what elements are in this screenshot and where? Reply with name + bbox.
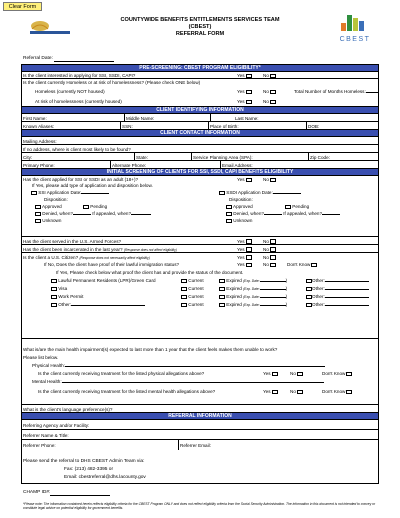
other-label: Other: — [312, 302, 325, 307]
ssi-disposition-label: Disposition: — [44, 197, 68, 202]
row-citizen: Is the client a U.S. Citizen? (Response does not necessarily affect eligibility) Yes No If No, Does the client have proof of their lawful immigration status? Yes No Don't Know If Yes, Please check below what proof the client has and provide the status of the document. Lawful Permanent Residents (LPR)/Green Card Visa Work Permit Other: Current Current Current Current Expired (Exp. Date: ) Expired (Exp. Date: ) Expired (Exp. Date: ) Expired (Exp. Date: ) Other: Other: Other: Other: — [22, 253, 378, 339]
current-checkbox[interactable] — [181, 279, 187, 284]
middle-name-field[interactable]: Middle Name: — [126, 115, 155, 121]
mental-yes-checkbox[interactable] — [272, 390, 278, 395]
exp-date-field[interactable] — [260, 286, 286, 290]
section-contact: CLIENT CONTACT INFORMATION — [22, 130, 378, 137]
ssi-pending-checkbox[interactable] — [83, 205, 89, 210]
armed-no-checkbox[interactable] — [270, 239, 276, 244]
citizen-note: (Response does not necessarily affect eligibility) — [79, 255, 150, 260]
ssi-checkbox[interactable] — [31, 191, 37, 196]
approved-label: Approved — [42, 204, 62, 209]
referring-agency-field[interactable]: Referring Agency and/or Facility: — [23, 422, 90, 428]
incarc-yes-checkbox[interactable] — [246, 247, 252, 252]
q-interested: Is the client interested in applying for SSI, SSDI, CAPI? — [23, 73, 136, 78]
row-incarcerated — [22, 245, 378, 253]
language-field[interactable]: What is the client's language preference(s)? — [23, 406, 113, 412]
ssdi-app-label: SSDI Application Date: — [226, 190, 273, 195]
referral-date-label: Referral Date: — [23, 56, 53, 61]
denied-label: Denied, when? — [233, 211, 264, 216]
at-risk-yes-checkbox[interactable] — [246, 100, 252, 105]
champ-id — [23, 490, 110, 496]
row-agency — [22, 420, 378, 430]
q-proof: If No, Does the client have proof of their lawful immigration status? — [44, 262, 180, 267]
ssi-appealed-date[interactable] — [131, 211, 151, 215]
no-address-field[interactable]: If no address, where is client most likely to be found? — [23, 146, 131, 152]
q1-yes-checkbox[interactable] — [246, 74, 252, 79]
la-county-logo — [28, 19, 74, 37]
ssi-denied-date[interactable] — [73, 211, 91, 215]
row-referrer-name — [22, 430, 378, 440]
q-citizen: Is the client a U.S. Citizen? — [23, 254, 79, 260]
referral-date — [23, 56, 114, 62]
other-field[interactable] — [325, 302, 369, 306]
dob-field[interactable]: DOB: — [308, 123, 320, 129]
current-label: Current — [188, 294, 204, 299]
yes-label: Yes — [263, 371, 271, 376]
no-label: No — [263, 254, 269, 260]
no-label: No — [263, 73, 269, 78]
header-line-2: (CBEST) — [188, 24, 212, 30]
ssdi-denied-checkbox[interactable] — [226, 212, 232, 217]
doc-checkbox[interactable] — [51, 295, 57, 300]
pending-label: Pending — [90, 204, 108, 209]
expired-label: Expired — [226, 278, 242, 283]
no-label: No — [263, 99, 269, 104]
q-homeless: Is the client currently Homeless or at risk of homelessness? (Please check ONE below) — [23, 80, 201, 85]
physical-health-label: Physical Health: — [32, 363, 65, 368]
ssi-approved-checkbox[interactable] — [35, 205, 41, 210]
ssi-denied-checkbox[interactable] — [35, 212, 41, 217]
section-initial-screening: INITIAL SCREENING OF CLIENTS FOR SSI, SSDI, CAPI BENEFITS ELIGIBILITY — [22, 169, 378, 176]
header-line-3: REFERRAL FORM — [175, 31, 225, 37]
yes-label: Yes — [237, 73, 245, 78]
yes-label: Yes — [237, 262, 245, 267]
mailing-address-field[interactable]: Mailing Address: — [23, 138, 57, 144]
months-homeless-label: Total Number of Months Homeless: — [294, 89, 366, 94]
spa-field[interactable]: Service Planning Area (SPA): — [193, 154, 253, 160]
referrer-phone-field[interactable]: Referrer Phone: — [23, 442, 56, 448]
row-language — [22, 405, 378, 413]
proof-yes-checkbox[interactable] — [246, 263, 252, 268]
cbest-logo-text: CBEST — [339, 36, 371, 43]
homeless-option: Homeless (currently NOT housed) — [35, 89, 105, 94]
yes-label: Yes — [237, 246, 245, 252]
q-health-impairment: What is/are the main health impairment(s) expected to last more than 1 year that the client feels makes them unable to work? — [23, 347, 278, 352]
referral-form — [21, 64, 379, 484]
q-armed-forces: Has the client served in the U.S. Armed Forces? — [23, 238, 122, 244]
proof-dont-know-checkbox[interactable] — [311, 263, 317, 268]
row-no-address — [22, 145, 378, 153]
appealed-label: If appealed, when? — [283, 211, 323, 216]
no-label: No — [263, 238, 269, 244]
doc-checkbox[interactable] — [51, 287, 57, 292]
citizen-yes-checkbox[interactable] — [246, 255, 252, 260]
ssi-unknown-checkbox[interactable] — [35, 219, 41, 224]
q-physical-treatment: Is the client currently receiving treatment for the listed physical allegations above? — [38, 371, 205, 376]
city-field[interactable]: City: — [23, 154, 33, 160]
approved-label: Approved — [233, 204, 253, 209]
send-fax: Fax: (213) 482-3395 or — [64, 467, 114, 472]
q-applied: Has the client applied for SSI or SSDI as an adult (18+)? — [23, 177, 139, 182]
doc-label: Lawful Permanent Residents (LPR)/Green Card — [58, 278, 156, 283]
other-label: Other: — [312, 294, 325, 299]
send-instructions: Please send the referral to DHS CBEST Admin Team via: — [23, 459, 145, 464]
unknown-label: Unknown — [42, 218, 62, 223]
homeless-no-checkbox[interactable] — [270, 90, 276, 95]
phys-no-checkbox[interactable] — [297, 372, 303, 377]
no-label: No — [290, 371, 296, 376]
unknown-label: Unknown — [233, 218, 253, 223]
exp-date-field[interactable] — [260, 294, 286, 298]
state-field[interactable]: State: — [136, 154, 149, 160]
ssdi-approved-checkbox[interactable] — [226, 205, 232, 210]
at-risk-option: At risk of homelessness (currently housed) — [35, 99, 122, 104]
ssdi-unknown-checkbox[interactable] — [226, 219, 232, 224]
dont-know-label: Don't Know — [287, 262, 311, 267]
ssi-app-label: SSI Application Date: — [38, 190, 82, 195]
months-homeless-field[interactable] — [366, 89, 379, 93]
clear-form-button[interactable]: Clear Form — [3, 2, 42, 11]
proof-no-checkbox[interactable] — [270, 263, 276, 268]
no-label: No — [263, 262, 269, 267]
expired-label: Expired — [226, 302, 242, 307]
row-applied — [22, 176, 378, 237]
if-yes-note: If Yes, please add type of application and disposition below. — [32, 183, 153, 188]
phys-yes-checkbox[interactable] — [272, 372, 278, 377]
q1-no-checkbox[interactable] — [270, 74, 276, 79]
expired-checkbox[interactable] — [219, 303, 225, 308]
homeless-yes-checkbox[interactable] — [246, 90, 252, 95]
applied-yes-checkbox[interactable] — [246, 178, 252, 183]
doc-checkbox[interactable] — [51, 303, 57, 308]
row-health — [22, 339, 378, 405]
q-incarcerated: Has the client been incarcerated in the last year? — [23, 246, 123, 252]
yes-label: Yes — [237, 177, 245, 182]
expired-checkbox[interactable] — [219, 295, 225, 300]
expired-checkbox[interactable] — [219, 287, 225, 292]
row-referrer-phone — [22, 440, 378, 450]
section-referral: REFERRAL INFORMATION — [22, 413, 378, 420]
no-label: No — [263, 89, 269, 94]
exp-date-label: (Exp. Date: — [243, 279, 260, 283]
doc-label: Other: — [58, 302, 72, 307]
ssdi-checkbox[interactable] — [219, 191, 225, 196]
zip-field[interactable]: Zip Code: — [310, 154, 330, 160]
aliases-field[interactable]: Known Aliases: — [23, 123, 55, 129]
current-checkbox[interactable] — [181, 287, 187, 292]
row-phone — [22, 161, 378, 169]
row-names — [22, 114, 378, 122]
ssdi-disposition-label: Disposition: — [229, 197, 253, 202]
row-q2 — [22, 79, 378, 107]
referrer-name-field[interactable]: Referrer Name & Title: — [23, 432, 69, 438]
dont-know-label: Don't Know — [322, 371, 346, 376]
yes-label: Yes — [263, 389, 271, 394]
ssi-date-field[interactable] — [81, 190, 109, 194]
exp-date-label: (Exp. Date: — [243, 303, 260, 307]
please-list-label: Please list below. — [23, 355, 59, 360]
denied-label: Denied, when? — [42, 211, 73, 216]
current-checkbox[interactable] — [181, 303, 187, 308]
ssdi-appealed-date[interactable] — [322, 211, 340, 215]
no-label: No — [263, 177, 269, 182]
ssdi-date-field[interactable] — [273, 190, 301, 194]
current-checkbox[interactable] — [181, 295, 187, 300]
incarc-no-checkbox[interactable] — [270, 247, 276, 252]
applied-no-checkbox[interactable] — [270, 178, 276, 183]
other-label: Other: — [312, 278, 325, 283]
ssdi-denied-date[interactable] — [264, 211, 282, 215]
expired-label: Expired — [226, 286, 242, 291]
armed-yes-checkbox[interactable] — [246, 239, 252, 244]
doc-label: Work Permit — [58, 294, 84, 299]
send-email[interactable]: Email: cbestreferral@dhs.lacounty.gov — [64, 475, 146, 480]
doc-checkbox[interactable] — [51, 279, 57, 284]
section-prescreen: PRE-SCREENING: CBEST PROGRAM ELIGIBILITY* — [22, 65, 378, 72]
mental-no-checkbox[interactable] — [297, 390, 303, 395]
ssn-field[interactable]: SSN: — [122, 123, 133, 129]
pending-label: Pending — [292, 204, 310, 209]
yes-label: Yes — [237, 238, 245, 244]
exp-date-label: (Exp. Date: — [243, 295, 260, 299]
referrer-email-field[interactable]: Referrer Email: — [180, 442, 211, 448]
section-client-id: CLIENT IDENTIFYING INFORMATION — [22, 107, 378, 114]
no-label: No — [290, 389, 296, 394]
header-line-1: COUNTYWIDE BENEFITS ENTITLEMENTS SERVICES TEAM — [120, 17, 280, 23]
referral-date-field[interactable] — [54, 57, 114, 62]
ssdi-pending-checkbox[interactable] — [285, 205, 291, 210]
mental-health-label: Mental Health: — [32, 379, 62, 384]
mental-health-field[interactable] — [62, 379, 324, 383]
row-aliases — [22, 122, 378, 130]
other-label: Other: — [312, 286, 325, 291]
yes-label: Yes — [237, 89, 245, 94]
appealed-label: If appealed, when? — [92, 211, 132, 216]
row-city — [22, 153, 378, 161]
physical-health-field[interactable] — [65, 363, 325, 367]
cbest-logo — [332, 13, 378, 46]
other-field[interactable] — [325, 278, 369, 282]
dont-know-label: Don't Know — [322, 389, 346, 394]
yes-label: Yes — [237, 254, 245, 260]
row-armed — [22, 237, 378, 245]
incarcerated-note: (Response does not affect eligibility) — [123, 247, 177, 252]
at-risk-no-checkbox[interactable] — [270, 100, 276, 105]
row-q1 — [22, 72, 378, 79]
expired-checkbox[interactable] — [219, 279, 225, 284]
exp-date-label: (Exp. Date: — [243, 287, 260, 291]
mental-dont-know-checkbox[interactable] — [346, 390, 352, 395]
phys-dont-know-checkbox[interactable] — [346, 372, 352, 377]
yes-label: Yes — [237, 99, 245, 104]
last-name-field[interactable]: Last Name: — [235, 115, 259, 121]
email-field[interactable]: Email Address: — [222, 162, 253, 168]
check-proof-note: If Yes, Please check below what proof the client has and provide the status of the document. — [56, 270, 244, 275]
exp-date-field[interactable] — [260, 278, 286, 282]
alternate-phone-field[interactable]: Alternate Phone: — [112, 162, 147, 168]
footnote: *Please note: The information contained herein reflects eligibility criteria for the CBEST Program ONLY and does not reflect eligibility criteria from the Social Security Administration. The information in this document is not intended to convey or constitute legal advice on potential eligibility for government benefits. — [23, 502, 376, 511]
first-name-field[interactable]: First Name: — [23, 115, 47, 121]
citizen-no-checkbox[interactable] — [270, 255, 276, 260]
doc-label: Visa — [58, 286, 68, 291]
current-label: Current — [188, 302, 204, 307]
place-of-birth-field[interactable]: Place of Birth: — [210, 123, 239, 129]
champ-id-label: CHAMP ID#: — [23, 490, 51, 495]
current-label: Current — [188, 278, 204, 283]
champ-id-field[interactable] — [50, 491, 110, 496]
other-field[interactable] — [325, 294, 369, 298]
doc-other-field[interactable] — [71, 302, 145, 306]
no-label: No — [263, 246, 269, 252]
expired-label: Expired — [226, 294, 242, 299]
primary-phone-field[interactable]: Primary Phone: — [23, 162, 55, 168]
current-label: Current — [188, 286, 204, 291]
row-mailing — [22, 137, 378, 145]
other-field[interactable] — [325, 286, 369, 290]
exp-date-field[interactable] — [260, 302, 286, 306]
q-mental-treatment: Is the client currently receiving treatment for the listed mental health allegations above? — [38, 389, 216, 394]
